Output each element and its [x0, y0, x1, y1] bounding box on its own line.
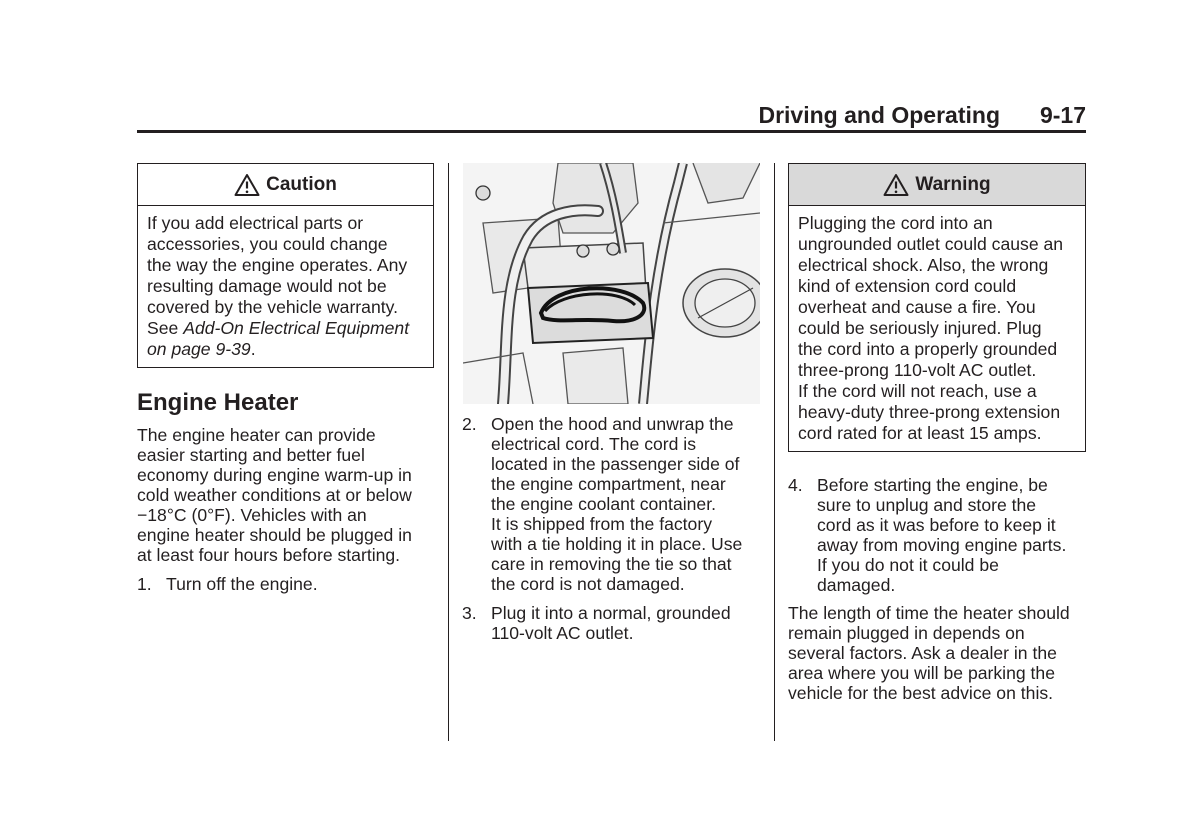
step-text [817, 475, 1066, 595]
step-line: electrical cord. The cord is [491, 434, 697, 454]
warning-title: Warning [915, 173, 991, 195]
intro-line: at least four hours before starting. [137, 545, 401, 565]
closing-line: vehicle for the best advice on this. [788, 683, 1054, 703]
step-4 [788, 475, 1088, 595]
step-line: It is shipped from the factory [491, 514, 712, 534]
step-text: Turn off the engine. [166, 574, 318, 594]
caution-header [138, 164, 433, 206]
step-text [491, 603, 731, 643]
step-line: the engine coolant container. [491, 494, 716, 514]
step-line: 110-volt AC outlet. [491, 623, 634, 643]
caution-title: Caution [266, 173, 337, 195]
cross-reference-link[interactable]: Add-On Electrical Equipment [183, 318, 410, 338]
intro-line: The engine heater can provide [137, 425, 376, 445]
step-line: If you do not it could be [817, 555, 999, 575]
closing-line: several factors. Ask a dealer in the [788, 643, 1057, 663]
step-line: sure to unplug and store the [817, 495, 1037, 515]
closing-line: The length of time the heater should [788, 603, 1070, 623]
warning-line: three-prong 110-volt AC outlet. [798, 360, 1037, 380]
step-line: Open the hood and unwrap the [491, 414, 734, 434]
column-divider [448, 163, 449, 741]
warning-line: heavy-duty three-prong extension [798, 402, 1061, 422]
caution-line: accessories, you could change [147, 234, 388, 254]
step-number: 4. [788, 475, 803, 495]
intro-line: economy during engine warm-up in [137, 465, 412, 485]
see-prefix: See [147, 318, 184, 338]
step-line: the engine compartment, near [491, 474, 726, 494]
warning-line: overheat and cause a fire. You [798, 297, 1036, 317]
column-divider [774, 163, 775, 741]
intro-line: easier starting and better fuel [137, 445, 365, 465]
warning-header [789, 164, 1085, 206]
step-number: 2. [462, 414, 477, 434]
engine-heater-heading: Engine Heater [137, 389, 299, 416]
step-text [491, 414, 742, 594]
caution-line: the way the engine operates. Any [147, 255, 408, 275]
page-header [137, 100, 1086, 133]
engine-illustration-drawing [463, 163, 760, 404]
cross-reference-page[interactable]: on page 9-39 [147, 339, 251, 359]
intro-line: engine heater should be plugged in [137, 525, 412, 545]
caution-box [137, 163, 434, 368]
warning-line: cord rated for at least 15 amps. [798, 423, 1042, 443]
warning-line: If the cord will not reach, use a [798, 381, 1037, 401]
caution-line: covered by the vehicle warranty. [147, 297, 398, 317]
warning-box [788, 163, 1086, 452]
caution-line: resulting damage would not be [147, 276, 387, 296]
step-line: damaged. [817, 575, 896, 595]
see-suffix: . [250, 339, 256, 359]
section-title: Driving and Operating [758, 102, 1000, 128]
step-line: located in the passenger side of [491, 454, 740, 474]
intro-line: −18°C (0°F). Vehicles with an [137, 505, 367, 525]
step-1 [137, 574, 437, 594]
warning-line: could be seriously injured. Plug [798, 318, 1042, 338]
closing-line: area where you will be parking the [788, 663, 1055, 683]
caution-line: If you add electrical parts or [147, 213, 364, 233]
step-line: care in removing the tie so that [491, 554, 732, 574]
closing-line: remain plugged in depends on [788, 623, 1025, 643]
step-line: Before starting the engine, be [817, 475, 1048, 495]
warning-line: kind of extension cord could [798, 276, 1017, 296]
step-2 [462, 414, 762, 594]
caution-see-line [147, 318, 424, 339]
page-number: 9-17 [1039, 102, 1086, 128]
warning-line: electrical shock. Also, the wrong [798, 255, 1049, 275]
warning-line: the cord into a properly grounded [798, 339, 1058, 359]
caution-body [138, 206, 433, 360]
step-number: 3. [462, 603, 477, 623]
step-line: Plug it into a normal, grounded [491, 603, 731, 623]
step-line: away from moving engine parts. [817, 535, 1067, 555]
warning-line: Plugging the cord into an [798, 213, 993, 233]
step-line: cord as it was before to keep it [817, 515, 1056, 535]
warning-body [789, 206, 1085, 444]
engine-heater-intro [137, 425, 437, 565]
warning-line: ungrounded outlet could cause an [798, 234, 1064, 254]
caution-see-line-2 [147, 339, 424, 360]
step-number: 1. [137, 574, 152, 594]
closing-paragraph [788, 603, 1093, 703]
engine-compartment-illustration [463, 163, 760, 404]
intro-line: cold weather conditions at or below [137, 485, 412, 505]
step-line: with a tie holding it in place. Use [491, 534, 743, 554]
step-line: the cord is not damaged. [491, 574, 685, 594]
warning-triangle-icon [883, 173, 909, 197]
warning-triangle-icon [234, 173, 260, 197]
step-3 [462, 603, 762, 643]
